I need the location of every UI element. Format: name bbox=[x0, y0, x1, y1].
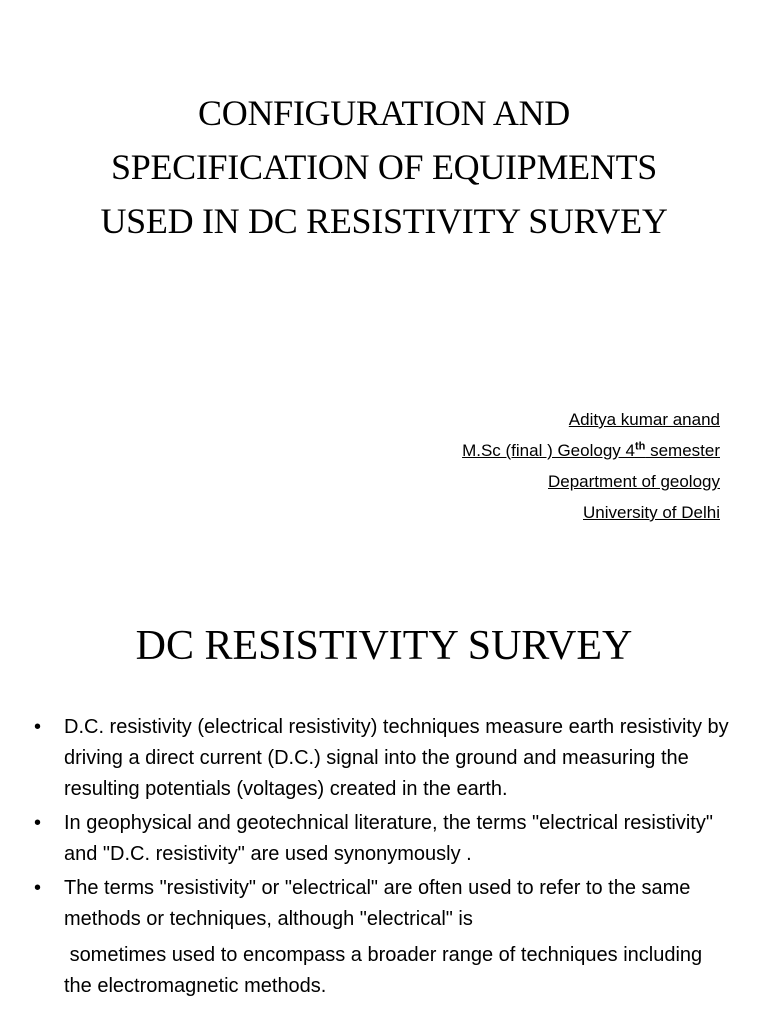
bullet-text: The terms "resistivity" or "electrical" are often used to refer to the same methods or techniques, although "electrical" is bbox=[64, 877, 691, 930]
bullet-icon: • bbox=[34, 877, 42, 899]
bullet-icon: • bbox=[34, 716, 42, 738]
bullet-continuation: sometimes used to encompass a broader range of techniques including the electromagnetic methods. bbox=[64, 944, 708, 997]
bullet-text: D.C. resistivity (electrical resistivity) techniques measure earth resistivity by driving a direct current (D.C.) signal into the ground and measuring the resulting potentials (voltages) created in the earth. bbox=[64, 716, 729, 800]
author-university: University of Delhi bbox=[583, 503, 720, 522]
title-line: SPECIFICATION OF EQUIPMENTS bbox=[111, 147, 657, 187]
bullet-item bbox=[34, 712, 734, 805]
author-name: Aditya kumar anand bbox=[568, 410, 720, 429]
bullet-item bbox=[34, 808, 734, 870]
content-slide bbox=[0, 600, 768, 1024]
course-prefix: M.Sc (final ) Geology 4 bbox=[462, 441, 635, 460]
title-line: CONFIGURATION AND bbox=[198, 93, 570, 133]
slide-title: DC RESISTIVITY SURVEY bbox=[135, 623, 633, 669]
bullet-item bbox=[34, 873, 734, 935]
author-course bbox=[462, 435, 720, 466]
presentation-title bbox=[40, 86, 728, 248]
course-superscript: th bbox=[634, 440, 646, 453]
bullet-icon: • bbox=[34, 812, 42, 834]
author-block bbox=[462, 404, 720, 528]
bullet-list bbox=[34, 712, 734, 1002]
course-suffix: semester bbox=[645, 441, 720, 460]
bullet-text: In geophysical and geotechnical literature, the terms "electrical resistivity" and "D.C. resistivity" are used synonymously . bbox=[64, 812, 713, 865]
title-line: USED IN DC RESISTIVITY SURVEY bbox=[100, 201, 668, 241]
author-department: Department of geology bbox=[548, 472, 720, 491]
